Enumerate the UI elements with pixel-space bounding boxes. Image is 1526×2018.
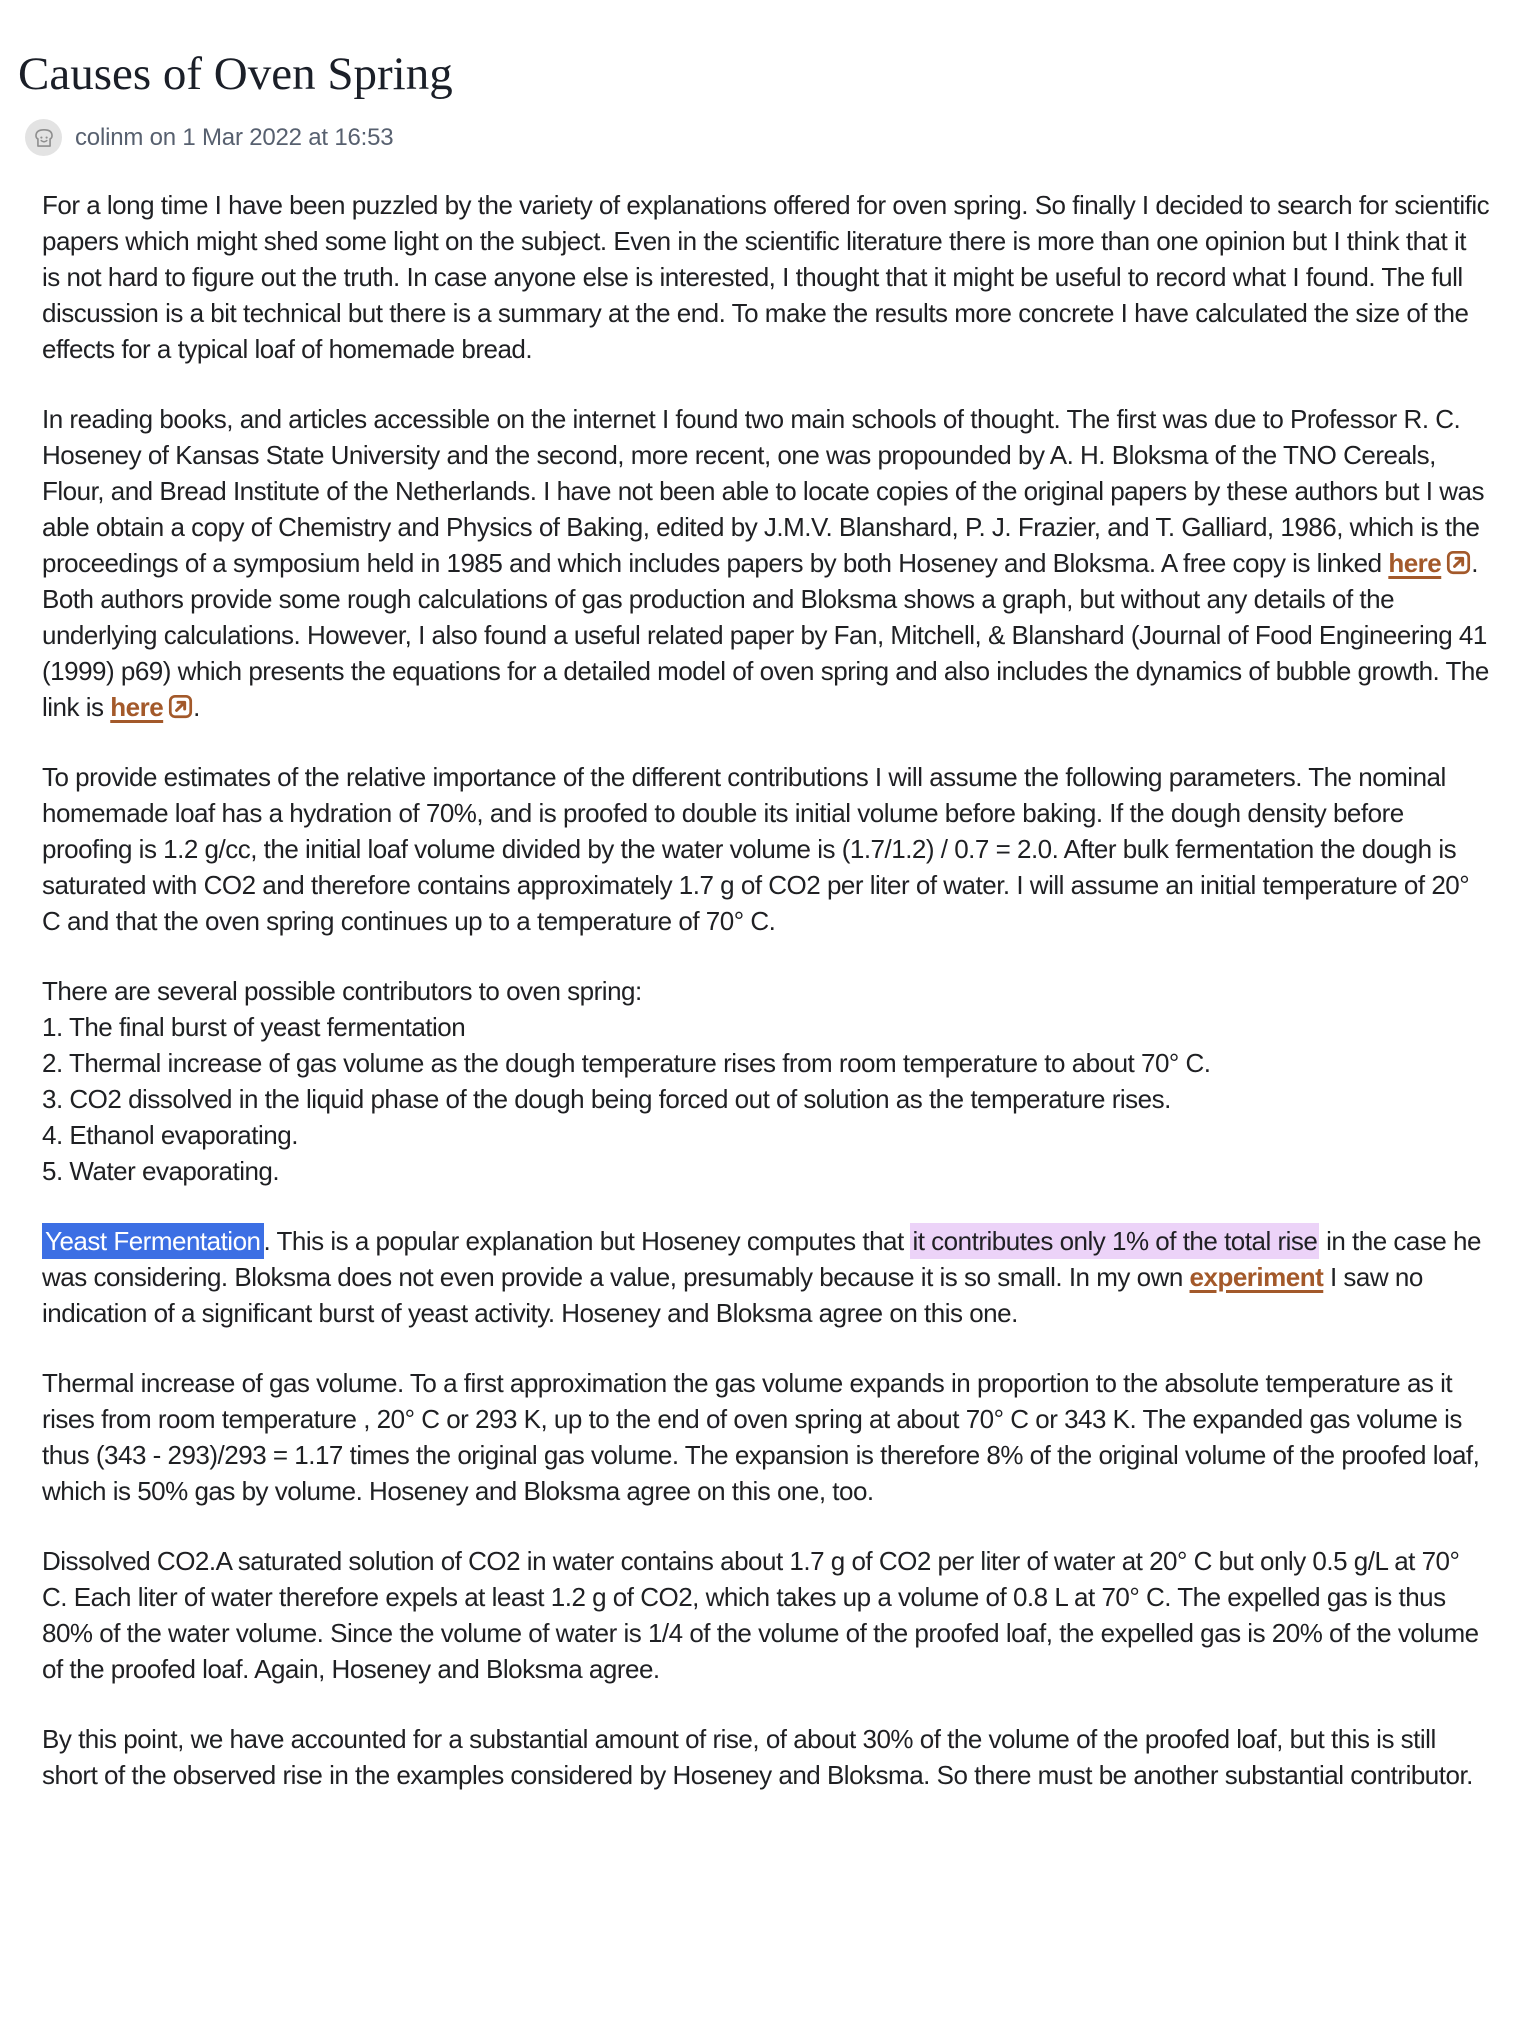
- sources-text-1: In reading books, and articles accessible on the internet I found two main schools of thought. The first was due to Professor R. C. Hoseney of Kansas State University and the second, more recent, one was propounded by A. H. Bloksma of the TNO Cereals, Flour, and Bread Institute of the Netherlands. I have not been able to locate copies of the original papers by these authors but I was able obtain a copy of Chemistry and Physics of Baking, edited by J.M.V. Blanshard, P. J. Frazier, and T. Galliard, 1986, which is the proceedings of a symposium held in 1985 and which includes papers by both Hoseney and Bloksma. A free copy is linked: [42, 404, 1484, 578]
- sources-text-2: . Both authors provide some rough calculations of gas production and Bloksma shows a graph, but without any details of the underlying calculations. However, I also found a useful related paper by Fan, Mitchell, & Blanshard (Journal of Food Engineering 41 (1999) p69) which presents the equations for a detailed model of oven spring and also includes the dynamics of bubble growth. The link is: [42, 548, 1489, 722]
- post-body: [42, 187, 1490, 1793]
- free-copy-link-label: here: [1388, 548, 1442, 578]
- paragraph-yeast: [42, 1223, 1490, 1331]
- yeast-text-1: . This is a popular explanation but Hoseney computes that: [263, 1226, 911, 1256]
- list-item: 1. The final burst of yeast fermentation: [42, 1012, 466, 1042]
- page-title: Causes of Oven Spring: [18, 48, 453, 100]
- paragraph-thermal: Thermal increase of gas volume. To a first approximation the gas volume expands in proportion to the absolute temperature as it rises from room temperature , 20° C or 293 K, up to the end of oven spring at about 70° C or 343 K. The expanded gas volume is thus (343 - 293)/293 = 1.17 times the original gas volume. The expansion is therefore 8% of the original volume of the proofed loaf, which is 50% gas by volume. Hoseney and Bloksma agree on this one, too.: [42, 1368, 1480, 1506]
- selected-text: Yeast Fermentation: [42, 1223, 264, 1259]
- list-item: 2. Thermal increase of gas volume as the dough temperature rises from room temperature to about 70° C.: [42, 1048, 1211, 1078]
- highlighted-text: it contributes only 1% of the total rise: [910, 1223, 1319, 1259]
- paper-link[interactable]: [110, 692, 193, 722]
- yeast-text-3: I saw no indication of a significant burst of yeast activity. Hoseney and Bloksma agree on this one.: [42, 1262, 1423, 1328]
- contributors-list-intro: There are several possible contributors to oven spring:: [42, 976, 642, 1006]
- avatar[interactable]: [25, 119, 62, 156]
- contributors-list: [42, 973, 1490, 1189]
- yeast-text-2: in the case he was considering. Bloksma does not even provide a value, presumably because it is so small. In my own: [42, 1226, 1481, 1292]
- byline: [25, 119, 1526, 156]
- external-link-icon: [1446, 550, 1471, 575]
- paragraph-intro: For a long time I have been puzzled by the variety of explanations offered for oven spring. So finally I decided to search for scientific papers which might shed some light on the subject. Even in the scientific literature there is more than one opinion but I think that it is not hard to figure out the truth. In case anyone else is interested, I thought that it might be useful to record what I found. The full discussion is a bit technical but there is a summary at the end. To make the results more concrete I have calculated the size of the effects for a typical loaf of homemade bread.: [42, 190, 1490, 364]
- byline-text: colinm on 1 Mar 2022 at 16:53: [75, 123, 394, 151]
- list-item: 3. CO2 dissolved in the liquid phase of the dough being forced out of solution as the temperature rises.: [42, 1084, 1171, 1114]
- paragraph-summary: By this point, we have accounted for a substantial amount of rise, of about 30% of the volume of the proofed loaf, but this is still short of the observed rise in the examples considered by Hoseney and Bloksma. So there must be another substantial contributor.: [42, 1724, 1473, 1790]
- paragraph-parameters: To provide estimates of the relative importance of the different contributions I will assume the following parameters. The nominal homemade loaf has a hydration of 70%, and is proofed to double its initial volume before baking. If the dough density before proofing is 1.2 g/cc, the initial loaf volume divided by the water volume is (1.7/1.2) / 0.7 = 2.0. After bulk fermentation the dough is saturated with CO2 and therefore contains approximately 1.7 g of CO2 per liter of water. I will assume an initial temperature of 20° C and that the oven spring continues up to a temperature of 70° C.: [42, 762, 1470, 936]
- external-link-icon: [168, 694, 193, 719]
- list-item: 4. Ethanol evaporating.: [42, 1120, 298, 1150]
- sources-text-3: .: [193, 692, 200, 722]
- list-item: 5. Water evaporating.: [42, 1156, 280, 1186]
- free-copy-link[interactable]: [1388, 548, 1471, 578]
- paragraph-dissolved: Dissolved CO2.A saturated solution of CO2 in water contains about 1.7 g of CO2 per liter of water at 20° C but only 0.5 g/L at 70° C. Each liter of water therefore expels at least 1.2 g of CO2, which takes up a volume of 0.8 L at 70° C. The expelled gas is thus 80% of the water volume. Since the volume of water is 1/4 of the volume of the proofed loaf, the expelled gas is 20% of the volume of the proofed loaf. Again, Hoseney and Bloksma agree.: [42, 1546, 1479, 1684]
- bread-smiley-icon: [31, 125, 57, 151]
- paragraph-sources: [42, 401, 1490, 725]
- experiment-link[interactable]: experiment: [1189, 1262, 1324, 1292]
- paper-link-label: here: [110, 692, 164, 722]
